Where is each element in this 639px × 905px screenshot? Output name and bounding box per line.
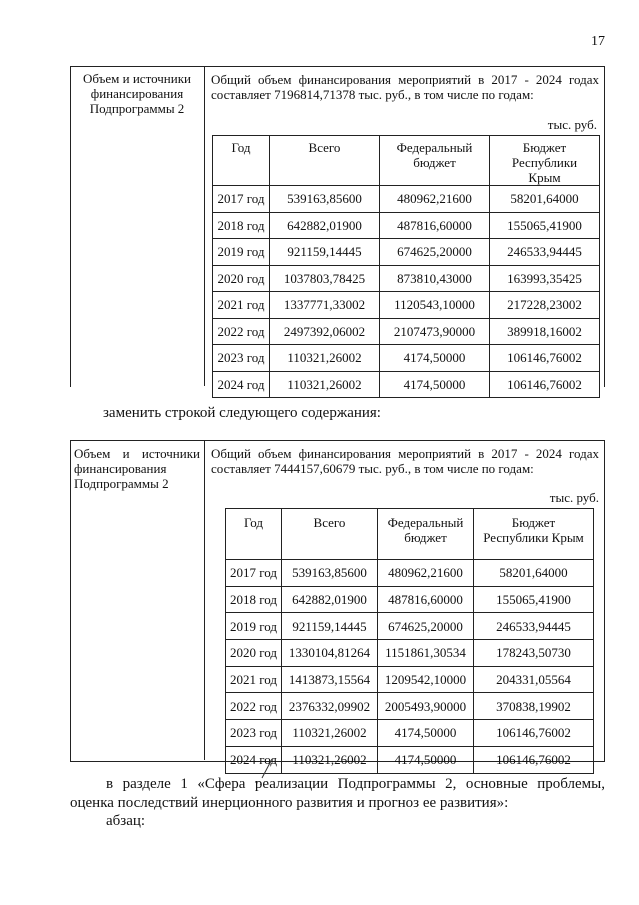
cell-crimea: 106146,76002 [490, 345, 600, 372]
table-row [226, 693, 594, 720]
cell-federal: 480962,21600 [380, 186, 490, 213]
cell-federal: 4174,50000 [378, 720, 474, 747]
block1-header-total: Всего [270, 136, 380, 186]
cell-federal: 480962,21600 [378, 560, 474, 587]
table-row [226, 666, 594, 693]
table-row [213, 265, 600, 292]
cell-total: 642882,01900 [270, 212, 380, 239]
cell-federal: 2107473,90000 [380, 318, 490, 345]
cell-year: 2019 год [226, 613, 282, 640]
cell-federal: 1120543,10000 [380, 292, 490, 319]
cell-year: 2024 год [213, 371, 270, 398]
table-row [213, 371, 600, 398]
cell-year: 2021 год [213, 292, 270, 319]
cell-federal: 674625,20000 [380, 239, 490, 266]
cell-year: 2017 год [213, 186, 270, 213]
block1-intro: Общий объем финансирования мероприятий в 2017 - 2024 годах составляет 7196814,71378 тыс. руб., в том числе по годам: [211, 72, 599, 102]
table-row [226, 720, 594, 747]
block2-header-federal: Федеральный бюджет [378, 509, 474, 560]
cell-total: 110321,26002 [270, 345, 380, 372]
block2-label-line1: Объем и источники [74, 446, 200, 461]
cell-crimea: 106146,76002 [490, 371, 600, 398]
cell-federal: 1209542,10000 [378, 666, 474, 693]
cell-total: 1413873,15564 [282, 666, 378, 693]
block1-label-line3: Подпрограммы 2 [89, 101, 185, 116]
block1-label-line1: Объем и источники [83, 71, 191, 86]
cell-year: 2020 год [226, 640, 282, 667]
cell-crimea: 217228,23002 [490, 292, 600, 319]
cell-crimea: 178243,50730 [474, 640, 594, 667]
table-row [213, 186, 600, 213]
cell-year: 2017 год [226, 560, 282, 587]
cell-federal: 873810,43000 [380, 265, 490, 292]
cell-crimea: 155065,41900 [474, 586, 594, 613]
cell-year: 2022 год [213, 318, 270, 345]
block2-header-crimea: Бюджет Республики Крым [474, 509, 594, 560]
block2-intro: Общий объем финансирования мероприятий в 2017 - 2024 годах составляет 7444157,60679 тыс. руб., в том числе по годам: [211, 446, 599, 476]
cell-crimea: 106146,76002 [474, 720, 594, 747]
cell-total: 110321,26002 [270, 371, 380, 398]
cell-total: 2376332,09902 [282, 693, 378, 720]
block2-table [225, 508, 594, 774]
cell-year: 2020 год [213, 265, 270, 292]
cell-federal: 2005493,90000 [378, 693, 474, 720]
block2-label-line2: финансирования [74, 461, 167, 476]
table-row [226, 560, 594, 587]
cell-total: 2497392,06002 [270, 318, 380, 345]
cell-federal: 487816,60000 [380, 212, 490, 239]
cell-total: 110321,26002 [282, 720, 378, 747]
table-row [213, 292, 600, 319]
cell-federal: 487816,60000 [378, 586, 474, 613]
cell-year: 2019 год [213, 239, 270, 266]
section-paragraph: в разделе 1 «Сфера реализации Подпрограммы 2, основные проблемы, оценка последствий инерционного развития и прогноз ее развития»: [70, 776, 605, 811]
block1-header-row [213, 136, 600, 186]
block2-units: тыс. руб. [549, 490, 599, 505]
block1-label-cell [70, 66, 205, 386]
replace-instruction: заменить строкой следующего содержания: [103, 405, 381, 421]
cell-federal: 4174,50000 [378, 746, 474, 773]
cell-year: 2023 год [226, 720, 282, 747]
cell-federal: 4174,50000 [380, 345, 490, 372]
block2-header-row [226, 509, 594, 560]
cell-total: 1330104,81264 [282, 640, 378, 667]
cell-total: 539163,85600 [282, 560, 378, 587]
cell-year: 2023 год [213, 345, 270, 372]
block1-label-line2: финансирования [90, 86, 184, 101]
cell-year: 2024 год [226, 746, 282, 773]
cell-crimea: 246533,94445 [474, 613, 594, 640]
block1-header-crimea: Бюджет Республики Крым [490, 136, 600, 186]
cell-year: 2021 год [226, 666, 282, 693]
cell-crimea: 163993,35425 [490, 265, 600, 292]
cell-year: 2018 год [213, 212, 270, 239]
page-number: 17 [591, 34, 605, 49]
table-row [213, 318, 600, 345]
table-row [213, 212, 600, 239]
cell-total: 539163,85600 [270, 186, 380, 213]
cell-federal: 4174,50000 [380, 371, 490, 398]
block2-header-year: Год [226, 509, 282, 560]
cell-crimea: 106146,76002 [474, 746, 594, 773]
cell-federal: 1151861,30534 [378, 640, 474, 667]
cell-year: 2018 год [226, 586, 282, 613]
block1-table [212, 135, 600, 398]
cell-total: 110321,26002 [282, 746, 378, 773]
block1-header-federal: Федеральный бюджет [380, 136, 490, 186]
cell-total: 921159,14445 [282, 613, 378, 640]
table-row [226, 586, 594, 613]
cell-crimea: 370838,19902 [474, 693, 594, 720]
cell-crimea: 58201,64000 [490, 186, 600, 213]
cell-total: 642882,01900 [282, 586, 378, 613]
block2-label-line3: Подпрограммы 2 [74, 476, 169, 491]
block2-label-cell [70, 440, 205, 760]
table-row [213, 239, 600, 266]
cell-federal: 674625,20000 [378, 613, 474, 640]
table-row [226, 640, 594, 667]
cell-crimea: 58201,64000 [474, 560, 594, 587]
cell-crimea: 246533,94445 [490, 239, 600, 266]
cell-total: 1337771,33002 [270, 292, 380, 319]
cell-year: 2022 год [226, 693, 282, 720]
block1-header-year: Год [213, 136, 270, 186]
cell-crimea: 389918,16002 [490, 318, 600, 345]
cell-crimea: 204331,05564 [474, 666, 594, 693]
block2-header-total: Всего [282, 509, 378, 560]
paragraph-label: абзац: [106, 813, 146, 829]
cell-total: 921159,14445 [270, 239, 380, 266]
table-row [226, 613, 594, 640]
table-row [226, 746, 594, 773]
cell-crimea: 155065,41900 [490, 212, 600, 239]
cell-total: 1037803,78425 [270, 265, 380, 292]
table-row [213, 345, 600, 372]
block1-units: тыс. руб. [547, 117, 597, 132]
